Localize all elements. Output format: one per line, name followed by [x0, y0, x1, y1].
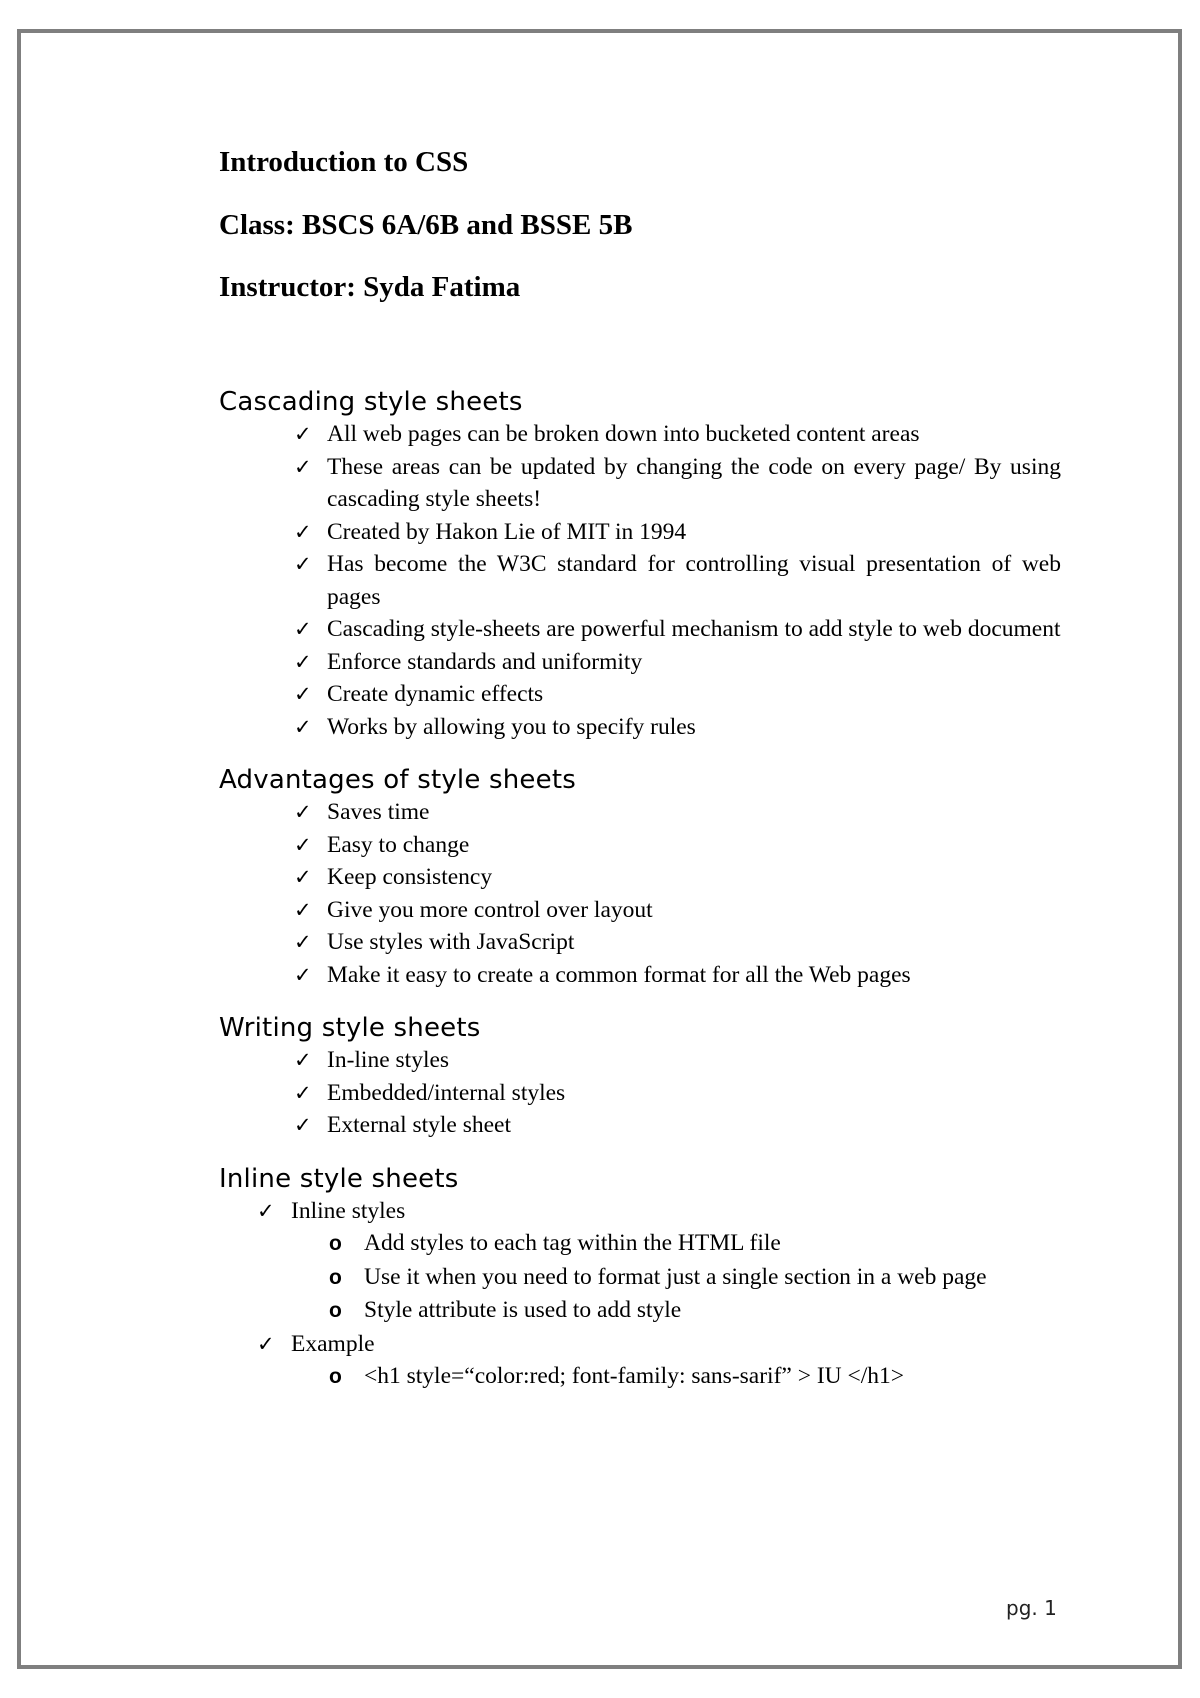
instructor-line: Instructor: Syda Fatima	[219, 271, 521, 303]
list-item: ✓ Use styles with JavaScript	[219, 926, 1061, 959]
inline-sublist	[219, 1227, 1061, 1328]
list-item: ✓ Cascading style-sheets are powerful mechanism to add style to web document	[219, 613, 1061, 646]
section-heading-inline: Inline style sheets	[219, 1163, 459, 1194]
list-item: ✓ In-line styles	[219, 1044, 1061, 1077]
list-item: o Add styles to each tag within the HTML file	[219, 1227, 1061, 1261]
list-item: ✓ Make it easy to create a common format for all the Web pages	[219, 959, 1061, 992]
list-item: ✓ Keep consistency	[219, 861, 1061, 894]
list-item: o Style attribute is used to add style	[219, 1294, 1061, 1328]
check-icon: ✓	[294, 649, 312, 674]
check-icon: ✓	[294, 454, 312, 479]
list-item: ✓ Easy to change	[219, 829, 1061, 862]
example-sublist	[219, 1360, 1061, 1394]
advantages-list	[219, 796, 1061, 991]
document-body	[219, 145, 1061, 1394]
check-icon: ✓	[294, 519, 312, 544]
inline-list	[219, 1195, 1061, 1228]
section-heading-writing: Writing style sheets	[219, 1013, 481, 1043]
cascading-list	[219, 418, 1061, 743]
example-list	[219, 1328, 1061, 1361]
check-icon: ✓	[294, 962, 312, 987]
list-item: ✓ These areas can be updated by changing the code on every page/ By using cascading style sheets!	[219, 451, 1061, 516]
check-icon: ✓	[294, 832, 312, 857]
check-icon: ✓	[294, 682, 312, 706]
section-heading-cascading: Cascading style sheets	[219, 387, 523, 417]
list-item: ✓ All web pages can be broken down into bucketed content areas	[219, 418, 1061, 451]
check-icon: ✓	[294, 1080, 312, 1105]
list-item: ✓ Created by Hakon Lie of MIT in 1994	[219, 516, 1061, 549]
circle-bullet-icon: o	[329, 1365, 342, 1388]
list-item: ✓ Inline styles	[219, 1195, 1061, 1228]
list-item: ✓ Works by allowing you to specify rules	[219, 711, 1061, 744]
list-item: ✓ Has become the W3C standard for controlling visual presentation of web pages	[219, 548, 1061, 613]
list-item: o <h1 style=“color:red; font-family: sans-sarif” > IU </h1>	[219, 1360, 1061, 1394]
check-icon: ✓	[294, 714, 312, 739]
check-icon: ✓	[294, 930, 312, 954]
writing-list	[219, 1044, 1061, 1142]
check-icon: ✓	[257, 1331, 275, 1356]
class-line: Class: BSCS 6A/6B and BSSE 5B	[219, 209, 633, 241]
list-item: ✓ Give you more control over layout	[219, 894, 1061, 927]
circle-bullet-icon: o	[329, 1299, 342, 1322]
check-icon: ✓	[294, 552, 312, 576]
check-icon: ✓	[294, 1048, 312, 1072]
check-icon: ✓	[294, 617, 312, 641]
page-number: pg. 1	[1006, 1596, 1057, 1620]
check-icon: ✓	[294, 422, 312, 446]
list-item: ✓ Embedded/internal styles	[219, 1077, 1061, 1110]
check-icon: ✓	[294, 1113, 312, 1137]
list-item: ✓ Create dynamic effects	[219, 678, 1061, 711]
list-item: ✓ Example	[219, 1328, 1061, 1361]
section-heading-advantages: Advantages of style sheets	[219, 765, 576, 795]
doc-title: Introduction to CSS	[219, 146, 469, 178]
list-item: ✓ Enforce standards and uniformity	[219, 646, 1061, 679]
check-icon: ✓	[294, 800, 312, 824]
list-item: ✓ External style sheet	[219, 1109, 1061, 1142]
circle-bullet-icon: o	[329, 1232, 342, 1255]
check-icon: ✓	[257, 1198, 275, 1223]
list-item: ✓ Saves time	[219, 796, 1061, 829]
circle-bullet-icon: o	[329, 1265, 342, 1289]
check-icon: ✓	[294, 897, 312, 922]
list-item: o Use it when you need to format just a single section in a web page	[219, 1261, 1061, 1295]
check-icon: ✓	[294, 865, 312, 889]
